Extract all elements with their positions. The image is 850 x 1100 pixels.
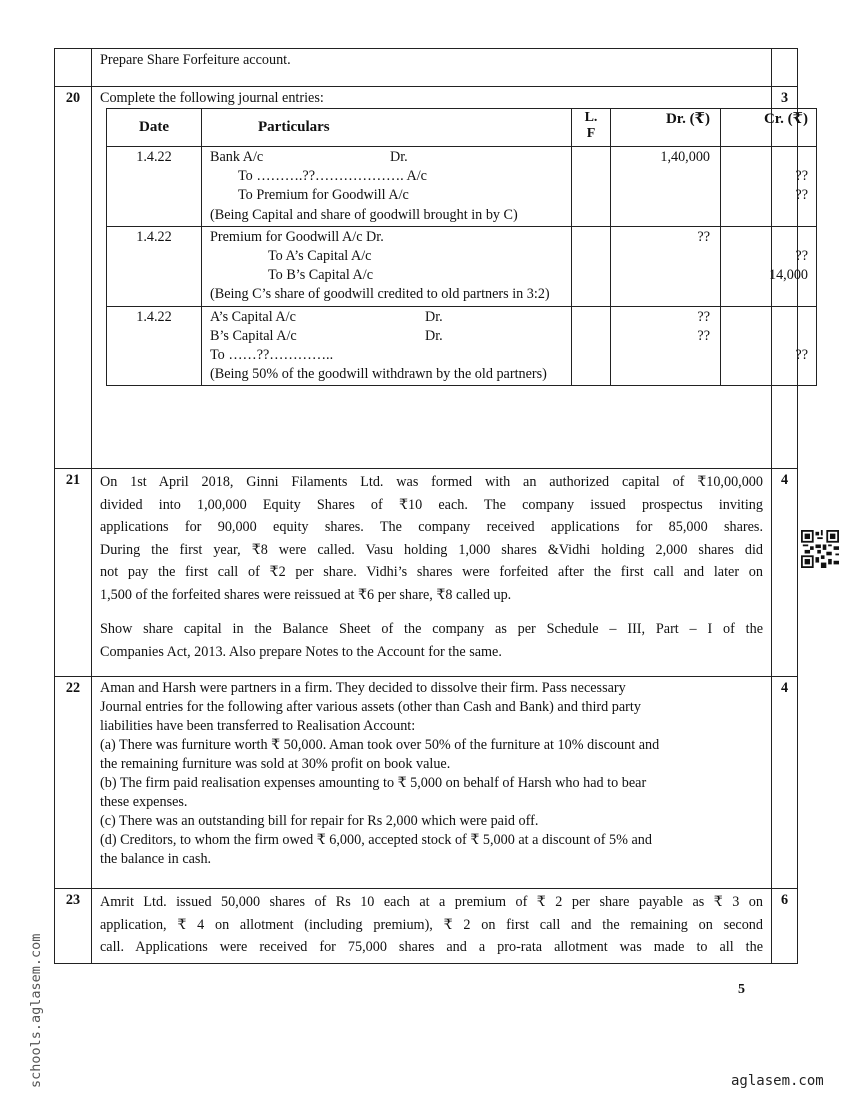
header-particulars: Particulars: [202, 109, 572, 147]
question-marks: 4: [772, 677, 798, 889]
text-line: Companies Act, 2013. Also prepare Notes to the Account for the same.: [100, 643, 502, 660]
entry-particulars: [202, 306, 572, 386]
entry-lf: [572, 147, 611, 227]
entry-date: 1.4.22: [107, 147, 202, 227]
watermark-left: schools.aglasem.com: [28, 933, 44, 1088]
particular-line: To A’s Capital A/c: [268, 248, 372, 265]
entry-particulars: [202, 226, 572, 306]
question-number: 21: [55, 469, 92, 677]
dr-marker: Dr.: [425, 327, 443, 344]
entry-dr: [611, 147, 721, 227]
dr-amount: ??: [697, 327, 710, 344]
journal-entry-row: [107, 226, 817, 306]
entry-date: 1.4.22: [107, 306, 202, 386]
text-line: application, ₹ 4 on allotment (including premium), ₹ 2 on first call and the remaining on second: [100, 916, 763, 933]
page-number: 5: [738, 982, 745, 997]
question-number: 22: [55, 677, 92, 889]
text-line: (b) The firm paid realisation expenses amounting to ₹ 5,000 on behalf of Harsh who had to bear: [100, 775, 647, 791]
question-number: 20: [55, 87, 92, 469]
entry-lf: [572, 306, 611, 386]
question-body: [92, 49, 772, 87]
text-line: call. Applications were received for 75,000 shares and a pro-rata allotment was made to all the: [100, 939, 763, 955]
question-row-22: [55, 677, 798, 889]
header-cr: Cr. (₹): [721, 109, 817, 147]
question-table: [54, 48, 808, 964]
question-marks: 4: [772, 469, 798, 677]
entry-cr: [721, 147, 817, 227]
text-line: Journal entries for the following after various assets (other than Cash and Bank) and third party: [100, 699, 641, 715]
entry-lf: [572, 226, 611, 306]
text-line: Show share capital in the Balance Sheet of the company as per Schedule – III, Part – I of the: [100, 621, 763, 637]
question-row-prev: [55, 49, 798, 87]
dr-marker: Dr.: [390, 149, 408, 165]
text-line: During the first year, ₹8 were called. Vasu holding 1,000 shares &Vidhi holding 2,000 shares did: [100, 541, 763, 558]
text-line: Aman and Harsh were partners in a firm. They decided to dissolve their firm. Pass necessary: [100, 680, 626, 696]
particular-line: A’s Capital A/c: [210, 308, 296, 325]
entry-date: 1.4.22: [107, 226, 202, 306]
narration: (Being C’s share of goodwill credited to old partners in 3:2): [210, 286, 550, 303]
question-body: [92, 889, 772, 964]
header-lf: L. F: [572, 109, 611, 147]
text-line: the remaining furniture was sold at 30% profit on book value.: [100, 756, 451, 772]
particular-line: To Premium for Goodwill A/c: [238, 187, 409, 204]
qr-code-icon: [801, 530, 839, 568]
text-line: liabilities have been transferred to Realisation Account:: [100, 718, 416, 734]
text-line: divided into 1,00,000 Equity Shares of ₹10 each. The company issued prospectus inviting: [100, 496, 763, 513]
question-body: [92, 87, 808, 469]
question-marks: 6: [772, 889, 798, 964]
journal-table: [106, 108, 817, 386]
header-dr: Dr. (₹): [611, 109, 721, 147]
header-date: Date: [107, 109, 202, 147]
journal-header-row: [107, 109, 817, 147]
text-line: (c) There was an outstanding bill for repair for Rs 2,000 which were paid off.: [100, 813, 539, 829]
marks-cell: [772, 49, 798, 87]
question-body: [92, 677, 772, 889]
question-number: 23: [55, 889, 92, 964]
entry-cr: [721, 226, 817, 306]
particular-line: To B’s Capital A/c: [268, 267, 374, 284]
particular-line: To ……??…………..: [210, 347, 334, 364]
cr-amount: ??: [795, 248, 808, 265]
question-number-cell: [55, 49, 92, 87]
entry-dr: [611, 306, 721, 386]
dr-amount: ??: [697, 228, 710, 245]
cr-amount: 14,000: [768, 267, 808, 284]
journal-entry-row: [107, 147, 817, 227]
narration: (Being Capital and share of goodwill brought in by C): [210, 206, 518, 223]
particular-line: B’s Capital A/c: [210, 327, 297, 344]
text-line: applications for 90,000 equity shares. The company received applications for 85,000 shares.: [100, 519, 763, 535]
question-marks: 3: [772, 87, 798, 469]
question-row-23: [55, 889, 798, 964]
cr-amount: ??: [795, 347, 808, 364]
text-line: Amrit Ltd. issued 50,000 shares of Rs 10 each at a premium of ₹ 2 per share payable as ₹ 3 on: [100, 894, 763, 910]
watermark-right: aglasem.com: [731, 1073, 824, 1089]
text-line: (a) There was furniture worth ₹ 50,000. Aman took over 50% of the furniture at 10% discount and: [100, 737, 660, 753]
question-prompt: Complete the following journal entries:: [100, 90, 324, 106]
journal-entry-row: [107, 306, 817, 386]
particular-line: Premium for Goodwill A/c Dr.: [210, 228, 384, 245]
text-line: the balance in cash.: [100, 851, 212, 867]
text-line: these expenses.: [100, 794, 188, 810]
particular-line: Bank A/c: [210, 149, 264, 165]
question-row-20: [55, 87, 798, 469]
cr-amount: ??: [795, 187, 808, 204]
text-line: not pay the first call of ₹2 per share. Vidhi’s shares were forfeited after the first call and later on: [100, 564, 763, 580]
narration: (Being 50% of the goodwill withdrawn by the old partners): [210, 366, 547, 383]
text-line: 1,500 of the forfeited shares were reissued at ₹6 per share, ₹8 called up.: [100, 586, 512, 603]
question-row-21: [55, 469, 798, 677]
dr-amount: ??: [697, 308, 710, 325]
question-body: [92, 469, 772, 677]
dr-amount: 1,40,000: [660, 149, 710, 165]
entry-particulars: [202, 147, 572, 227]
particular-line: To ……….??………………. A/c: [238, 168, 427, 185]
cr-amount: ??: [795, 168, 808, 185]
text-line: On 1st April 2018, Ginni Filaments Ltd. was formed with an authorized capital of ₹10,00,000: [100, 474, 763, 490]
entry-dr: [611, 226, 721, 306]
prev-question-text: Prepare Share Forfeiture account.: [100, 52, 291, 68]
text-line: (d) Creditors, to whom the firm owed ₹ 6,000, accepted stock of ₹ 5,000 at a discount of 5% and: [100, 832, 652, 848]
entry-cr: [721, 306, 817, 386]
dr-marker: Dr.: [425, 308, 443, 325]
